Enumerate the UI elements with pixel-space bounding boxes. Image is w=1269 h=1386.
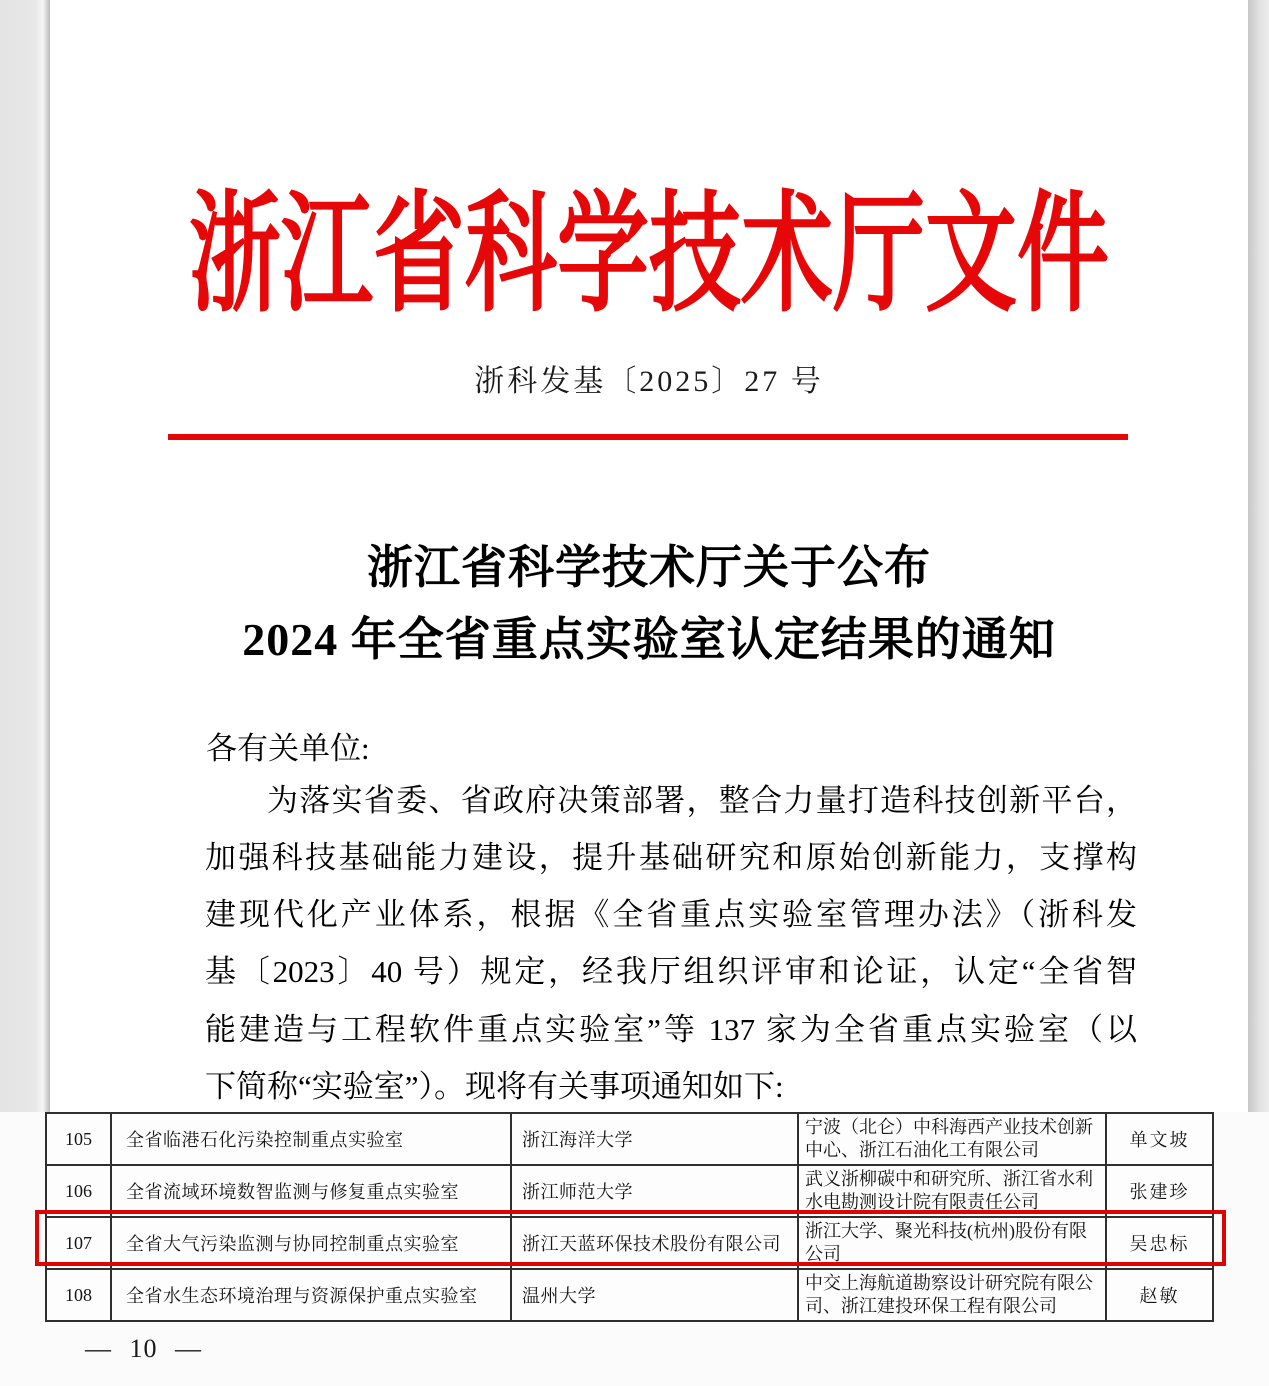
document-header-title: 浙江省科学技术厅文件 [188, 182, 1109, 328]
highlight-box-row-107 [35, 1210, 1226, 1266]
body-paragraph-line: 下简称“实验室”）。现将有关事项通知如下: [205, 1069, 784, 1104]
cell-director: 单文坡 [1106, 1113, 1213, 1165]
body-paragraph-line: 能建造与工程软件重点实验室”等 137 家为全省重点实验室（以 [205, 1012, 1137, 1047]
body-paragraph-line: 建现代化产业体系，根据《全省重点实验室管理办法》（浙科发 [205, 897, 1137, 932]
document-number: 浙科发基〔2025〕27 号 [474, 365, 824, 398]
cell-row-number: 106 [46, 1165, 111, 1217]
cell-institution: 浙江师范大学 [511, 1165, 798, 1217]
cell-lab-name: 全省大气污染监测与协同控制重点实验室 [111, 1217, 511, 1269]
red-divider-rule [168, 434, 1128, 440]
cell-director: 吴忠标 [1106, 1217, 1213, 1269]
cell-institution: 浙江海洋大学 [511, 1113, 798, 1165]
cell-partners: 中交上海航道勘察设计研究院有限公司、浙江建投环保工程有限公司 [798, 1269, 1106, 1321]
cell-director: 赵敏 [1106, 1269, 1213, 1321]
cell-lab-name: 全省水生态环境治理与资源保护重点实验室 [111, 1269, 511, 1321]
table-row [46, 1113, 1213, 1165]
body-paragraph-line: 加强科技基础能力建设，提升基础研究和原始创新能力，支撑构 [205, 840, 1137, 875]
cell-partners: 浙江大学、聚光科技(杭州)股份有限公司 [798, 1217, 1106, 1269]
notice-title-line-2: 2024 年全省重点实验室认定结果的通知 [242, 614, 1056, 665]
cell-partners: 宁波（北仑）中科海西产业技术创新中心、浙江石油化工有限公司 [798, 1113, 1106, 1165]
body-paragraph-line: 为落实省委、省政府决策部署，整合力量打造科技创新平台， [267, 783, 1137, 818]
notice-title-line-1: 浙江省科学技术厅关于公布 [367, 542, 931, 593]
cell-institution: 温州大学 [511, 1269, 798, 1321]
cell-row-number: 105 [46, 1113, 111, 1165]
results-table-band [0, 1112, 1269, 1386]
cell-lab-name: 全省流域环境数智监测与修复重点实验室 [111, 1165, 511, 1217]
table-row [46, 1269, 1213, 1321]
cell-institution: 浙江天蓝环保技术股份有限公司 [511, 1217, 798, 1269]
cell-lab-name: 全省临港石化污染控制重点实验室 [111, 1113, 511, 1165]
document-page [50, 0, 1248, 1112]
salutation: 各有关单位: [206, 731, 370, 766]
page-edge-left [0, 0, 50, 1112]
page-number: — 10 — [85, 1334, 202, 1363]
cell-row-number: 108 [46, 1269, 111, 1321]
page-edge-right [1248, 0, 1269, 1112]
cell-director: 张建珍 [1106, 1165, 1213, 1217]
cell-row-number: 107 [46, 1217, 111, 1269]
body-paragraph-line: 基〔2023〕40 号）规定，经我厅组织评审和论证，认定“全省智 [205, 954, 1137, 989]
cell-partners: 武义浙柳碳中和研究所、浙江省水利水电勘测设计院有限责任公司 [798, 1165, 1106, 1217]
